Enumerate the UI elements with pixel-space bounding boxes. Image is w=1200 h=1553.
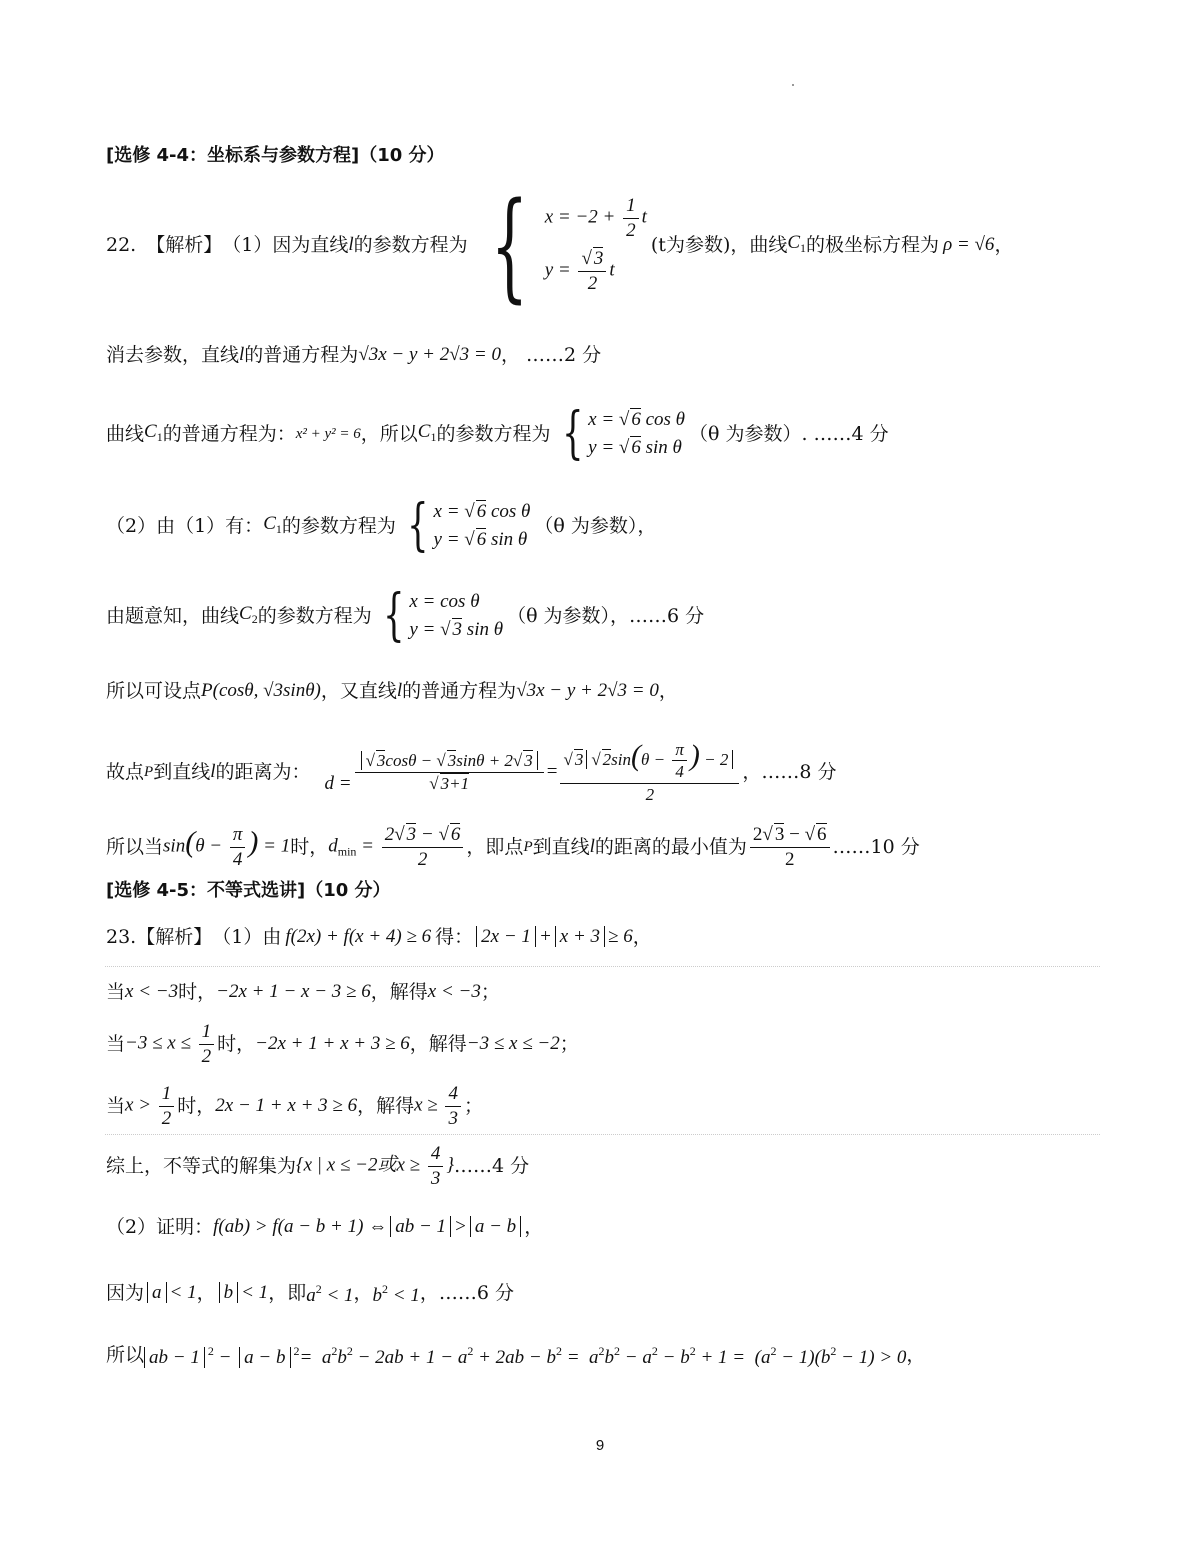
- math: 2x − 1 + x + 3 ≥ 6: [473, 924, 633, 950]
- math: x > $\frac{1}{2}$: [125, 1083, 177, 1130]
- line-equation: √3x − y + 2√3 = 0: [516, 680, 659, 701]
- q23-summary: [106, 1142, 529, 1190]
- text: 所以当: [106, 836, 164, 858]
- text: （θ 为参数），……6 分: [507, 605, 705, 627]
- math: x < −3: [125, 981, 179, 1002]
- math: −3 ≤ x ≤ −2: [466, 1033, 560, 1054]
- math: $b^2 < 1$: [372, 1282, 420, 1306]
- text: 因为: [106, 1281, 145, 1304]
- rows: x = √ 6 cos θ y = √ 6 sin θ: [588, 408, 685, 458]
- text: （θ 为参数），: [534, 515, 657, 537]
- q23-case3: 当 x > $\frac{1}{2}$ 时， 2x − 1 + x + 3 ≥ 6 ，解得 x ≥ $\frac{4}{3}$ ；: [106, 1082, 483, 1129]
- param-system-c1: [555, 401, 686, 466]
- q22-line2: 消去参数，直线 l 的普通方程为 √3x − y + 2√3 = 0 ， ……2 分: [106, 344, 602, 366]
- text: ，即: [268, 1281, 307, 1304]
- score: ， ……2 分: [501, 344, 602, 366]
- param-system-c2: { x = cos θ y = √ 3 sin θ: [382, 583, 504, 648]
- math: −2x + 1 − x − 3 ≥ 6: [216, 981, 371, 1002]
- analysis-tag: 【解析】: [146, 234, 223, 256]
- q22-line1: 22. 【解析】 （1）因为直线 l 的参数方程为 { x = −2 + $\frac{1}{2}$ t y = $\frac{√ 3}{2}$ t (t为参数)，曲线 $C_1$ 的极坐标方程为 ρ = √6 ，: [106, 176, 1014, 314]
- math: −2x + 1 + x + 3 ≥ 6: [255, 1033, 410, 1054]
- text: 所以可设点: [106, 680, 202, 702]
- solution-set: {x | x ≤ −2或x ≥ $\frac{4}{3}$ }: [296, 1142, 454, 1189]
- text: 到直线: [532, 836, 590, 858]
- math: x ≥ $\frac{4}{3}$: [414, 1083, 464, 1130]
- math: f(2x) + f(x + 4) ≥ 6: [285, 926, 432, 947]
- text: 的极坐标方程为: [806, 234, 940, 256]
- text: （θ 为参数）. ……4 分: [689, 423, 889, 445]
- text: 的参数方程为: [436, 423, 551, 445]
- score: ，……6 分: [419, 1281, 515, 1304]
- section-heading-4-4: [106, 143, 445, 169]
- q23-part2: （2）证明： f(ab) > f(a − b + 1) ⇔ ab − 1 > a − b ，: [106, 1216, 544, 1238]
- text: ，又直线: [320, 680, 397, 702]
- q23-case2: 当 −3 ≤ x ≤ $\frac{1}{2}$ 时， −2x + 1 + x + 3 ≥ 6 ，解得 −3 ≤ x ≤ −2 ；: [106, 1020, 579, 1067]
- math: a < 1: [144, 1280, 197, 1306]
- text: 当: [106, 1033, 126, 1055]
- text: 的普通方程为: [244, 344, 359, 366]
- q22-line5: 由题意知，曲线 $C_2$ 的参数方程为 { x = cos θ y = √ 3 sin θ （θ 为参数），……6 分: [106, 583, 705, 648]
- text: （2）由（1）有：: [106, 515, 264, 537]
- math: l: [348, 234, 354, 255]
- text: (t为参数)，曲线: [650, 234, 788, 256]
- text: （1）由: [212, 926, 282, 948]
- math: f(ab) > f(a − b + 1) ⇔ ab − 1 > a − b: [213, 1214, 524, 1240]
- text: ，解得: [357, 1095, 415, 1117]
- text: 由题意知，曲线: [106, 605, 240, 627]
- scan-mark: [792, 84, 794, 86]
- math: sin(θ − $\frac{\pi}{4}$ ) = 1: [163, 823, 291, 870]
- text: 到直线: [153, 761, 211, 783]
- math: $C_1$: [787, 231, 807, 255]
- text: 的普通方程为: [402, 680, 517, 702]
- distance-frac: $\frac{√ 3\cos\theta - √ 3\sin\theta + 2√ 3}{√ 3+1}$: [355, 751, 544, 793]
- text: 所以: [106, 1343, 145, 1366]
- text: 得：: [435, 926, 474, 948]
- eq-x: x = −2 + $\frac{1}{2}$ t: [544, 195, 647, 242]
- point-p: P(cosθ, √3sinθ): [201, 680, 321, 701]
- dotted-divider: [105, 1134, 1100, 1135]
- text: 的普通方程为：: [162, 423, 296, 445]
- question-number: 22.: [106, 234, 137, 256]
- math: $\frac{2√ 3 - √ 6}{2}$: [750, 824, 830, 871]
- q22-line3: 曲线 $C_1$ 的普通方程为： x² + y² = 6 ，所以 $C_1$ 的参数方程为 { x = √ 6 cos θ y = √ 6 sin θ （θ 为参数）. ……4 分: [106, 401, 889, 466]
- text: 的距离为：: [215, 761, 311, 783]
- text: （1）因为直线: [222, 234, 349, 256]
- math: ab − 1 $^2$ − a − b $^2= a^2b^2 - 2ab + 1 - a^2 + 2ab - b^2 = a^2b^2 - a^2 - b^2 + 1 = (a^2 - 1)(b^2 - 1) > 0$: [144, 1338, 906, 1371]
- q23-part3: 因为 a < 1 ， b < 1 ，即 $a^2 < 1$ ， $b^2 < 1$ ，……6 分: [106, 1276, 514, 1309]
- q23-case1: 当 x < −3 时， −2x + 1 − x − 3 ≥ 6 ，解得 x < −3 ；: [106, 981, 500, 1003]
- brace: {: [490, 176, 528, 314]
- analysis-tag: 【解析】: [136, 926, 213, 948]
- text: （2）证明：: [106, 1216, 214, 1238]
- math: =: [546, 761, 558, 782]
- math: −3 ≤ x ≤ $\frac{1}{2}$: [125, 1021, 217, 1068]
- page-number: 9: [595, 1437, 605, 1454]
- distance-frac2: √ 3 √ 2sin(θ − $\frac{\pi}{4}$ ) − 2 2: [560, 740, 739, 805]
- score: ……10 分: [832, 836, 920, 858]
- q22-line7: 故点 P 到直线 l 的距离为： d = $\frac{√ 3\cos\theta - √ 3\sin\theta + 2√ 3}{√ 3+1}$ = √ 3 √ 2sin(θ − $\frac{\pi}{4}$ ) − 2 2 ，……8 分: [106, 738, 837, 804]
- text: 时，: [217, 1033, 256, 1055]
- text: 综上，不等式的解集为: [106, 1155, 297, 1177]
- line-equation: √3x − y + 2√3 = 0: [358, 344, 501, 365]
- text: 的参数方程为: [281, 515, 396, 537]
- brace: {: [561, 401, 584, 466]
- text: 故点: [106, 761, 145, 783]
- q22-line8: 所以当 sin(θ − $\frac{\pi}{4}$ ) = 1 时， $d_{min}$ = $\frac{2√ 3 - √ 6}{2}$ ，即点 P 到直线 l 的距离的最小值为 $\frac{2√ 3 - √ 6}{2}$ ……10 分: [106, 823, 920, 870]
- score: ，……8 分: [742, 761, 837, 783]
- text: 的参数方程为: [353, 234, 468, 256]
- question-number: 23.: [106, 926, 137, 948]
- section-title: [选修 4-5：不等式选讲]（10 分）: [106, 880, 391, 901]
- text: ，解得: [370, 981, 428, 1003]
- text: ，: [658, 680, 678, 702]
- math: $d_{min}$ = $\frac{2√ 3 - √ 6}{2}$: [328, 824, 466, 871]
- section-title: [选修 4-4：坐标系与参数方程]（10 分）: [106, 145, 445, 166]
- text: 时，: [290, 836, 329, 858]
- text: 的距离的最小值为: [594, 836, 747, 858]
- dotted-divider: [105, 966, 1100, 967]
- param-system-c1b: { x = √ 6 cos θ y = √ 6 sin θ: [407, 493, 531, 558]
- text: 消去参数，直线: [106, 344, 240, 366]
- q22-line4: （2）由（1）有： $C_1$ 的参数方程为 { x = √ 6 cos θ y = √ 6 sin θ （θ 为参数），: [106, 493, 657, 558]
- text: 时，: [178, 981, 217, 1003]
- score: ……4 分: [453, 1155, 530, 1177]
- section-heading-4-5: [106, 878, 391, 904]
- text: 的参数方程为: [257, 605, 372, 627]
- circle-equation: x² + y² = 6: [295, 426, 361, 442]
- q23-line1: 23. 【解析】 （1）由 f(2x) + f(x + 4) ≥ 6 得： 2x − 1 + x + 3 ≥ 6 ，: [106, 926, 652, 948]
- math: 2x − 1 + x + 3 ≥ 6: [215, 1095, 358, 1116]
- q22-line6: 所以可设点 P(cosθ, √3sinθ) ，又直线 l 的普通方程为 √3x − y + 2√3 = 0 ，: [106, 680, 678, 702]
- text: ，即点: [466, 836, 524, 858]
- text: 当: [106, 1095, 126, 1117]
- text: 当: [106, 981, 126, 1003]
- rows: [545, 195, 647, 294]
- math: d =: [324, 773, 352, 794]
- text: 曲线: [106, 423, 145, 445]
- text: 时，: [177, 1095, 216, 1117]
- text: ，所以: [360, 423, 418, 445]
- param-system-line: [472, 176, 647, 314]
- text: ，解得: [409, 1033, 467, 1055]
- eq-y: y = $\frac{√ 3}{2}$ t: [544, 248, 615, 294]
- math: x < −3: [427, 981, 481, 1002]
- math: $a^2 < 1$: [306, 1282, 354, 1306]
- q23-part4: 所以 ab − 1 $^2$ − a − b $^2= a^2b^2 - 2ab + 1 - a^2 + 2ab - b^2 = a^2b^2 - a^2 - b^2 + 1 = (a^2 - 1)(b^2 - 1) > 0$ ，: [106, 1338, 925, 1371]
- math: b < 1: [216, 1280, 269, 1306]
- rho-equation: ρ = √6: [943, 234, 995, 255]
